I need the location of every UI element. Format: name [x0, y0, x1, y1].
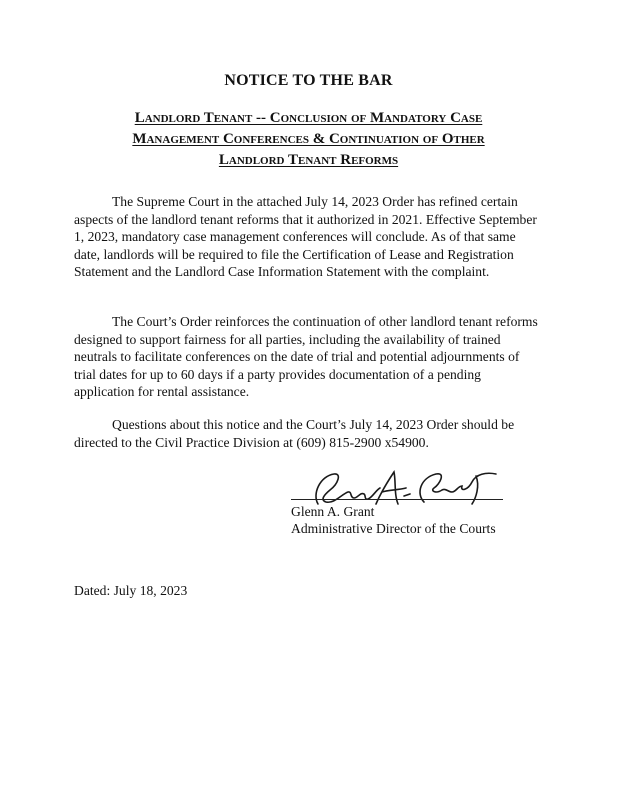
paragraph-contact: Questions about this notice and the Court’s July 14, 2023 Order should be directed to the Civil Practice Division at (609) 815-2900 x54900. [74, 417, 515, 450]
subtitle-line-3: Landlord Tenant Reforms [218, 152, 399, 168]
subtitle-line-1: Landlord Tenant -- Conclusion of Mandatory Case [134, 110, 483, 126]
signature-line [291, 499, 503, 500]
notice-subtitle [60, 108, 557, 171]
subtitle-line-2: Management Conferences & Continuation of Other [132, 131, 485, 147]
signer-block [291, 503, 496, 537]
paragraph-effective-date: The Supreme Court in the attached July 14, 2023 Order has refined certain aspects of the landlord tenant reforms that it authorized in 2021. Effective September 1, 2023, mandatory case management conferences will conclude. As of that same date, landlords will be required to file the Certification of Lease and Registration Statement and the Landlord Case Information Statement with the complaint. [74, 194, 537, 280]
paragraph-reforms: The Court’s Order reinforces the continuation of other landlord tenant reforms designed to support fairness for all parties, including the availability of trained neutrals to facilitate conferences on the date of trial and potential adjournments of trial dates for up to 60 days if a party provides documentation of a pending application for rental assistance. [74, 314, 538, 400]
signer-title: Administrative Director of the Courts [291, 521, 496, 536]
notice-title: NOTICE TO THE BAR [224, 72, 393, 89]
signer-name: Glenn A. Grant [291, 504, 375, 519]
dated-line: Dated: July 18, 2023 [74, 583, 188, 598]
